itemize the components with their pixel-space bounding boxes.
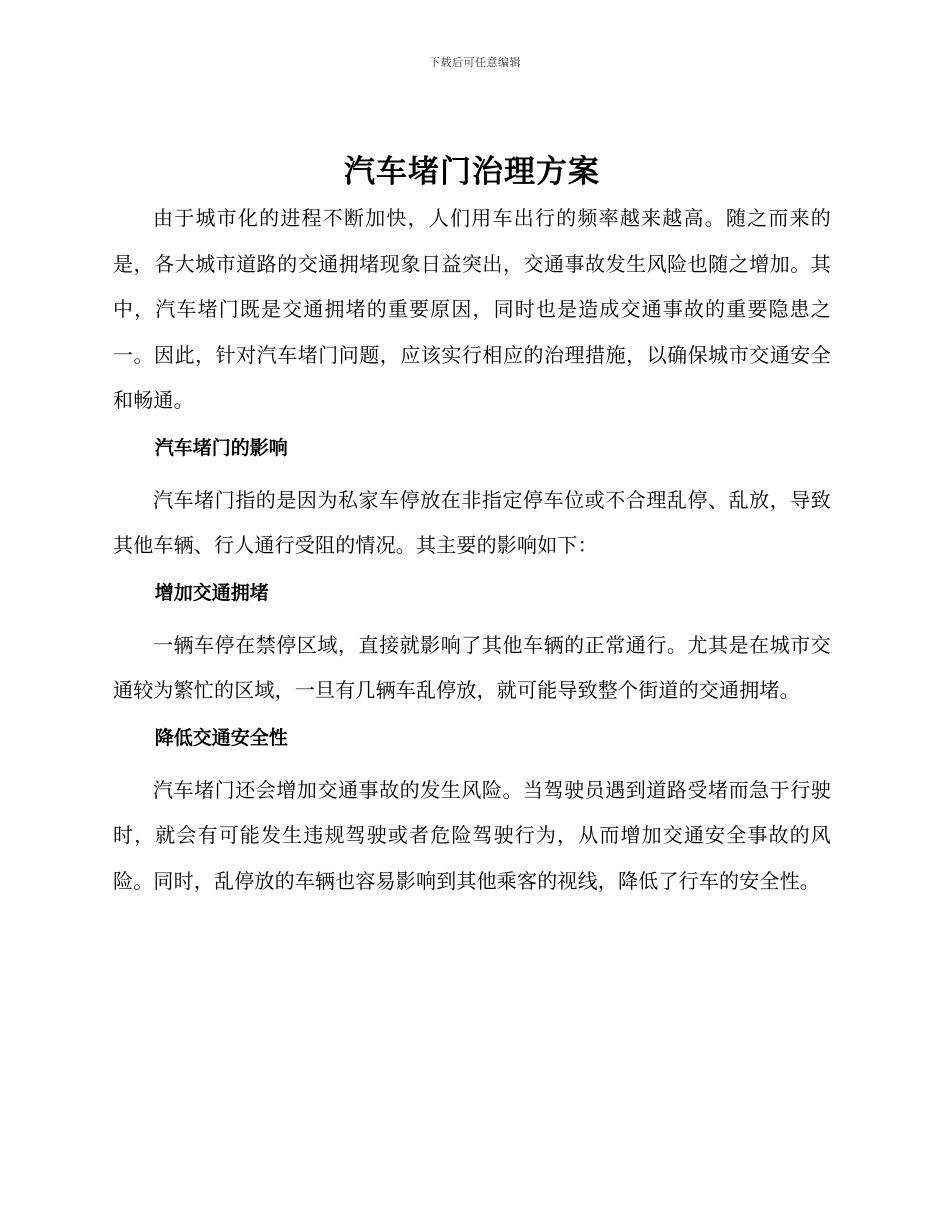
intro-paragraph: 由于城市化的进程不断加快，人们用车出行的频率越来越高。随之而来的是，各大城市道路的交通拥堵现象日益突出，交通事故发生风险也随之增加。其中，汽车堵门既是交通拥堵的重要原因，同时也是造成交通事故的重要隐患之一。因此，针对汽车堵门问题，应该实行相应的治理措施，以确保城市交通安全和畅通。 [113,206,831,412]
section-paragraph-impact: 汽车堵门指的是因为私家车停放在非指定停车位或不合理乱停、乱放，导致其他车辆、行人通行受阻的情况。其主要的影响如下： [113,487,831,557]
document-body [113,150,831,904]
section-heading-congestion: 增加交通拥堵 [154,581,269,604]
section-heading-safety: 降低交通安全性 [154,726,288,749]
section-paragraph-congestion: 一辆车停在禁停区域，直接就影响了其他车辆的正常通行。尤其是在城市交通较为繁忙的区域，一旦有几辆车乱停放，就可能导致整个街道的交通拥堵。 [113,632,831,702]
page-header-note: 下载后可任意编辑 [429,56,521,69]
document-title: 汽车堵门治理方案 [344,154,600,190]
section-paragraph-safety: 汽车堵门还会增加交通事故的发生风险。当驾驶员遇到道路受堵而急于行驶时，就会有可能发生违规驾驶或者危险驾驶行为，从而增加交通安全事故的风险。同时，乱停放的车辆也容易影响到其他乘客的视线，降低了行车的安全性。 [113,777,831,893]
section-heading-impact: 汽车堵门的影响 [154,436,288,459]
